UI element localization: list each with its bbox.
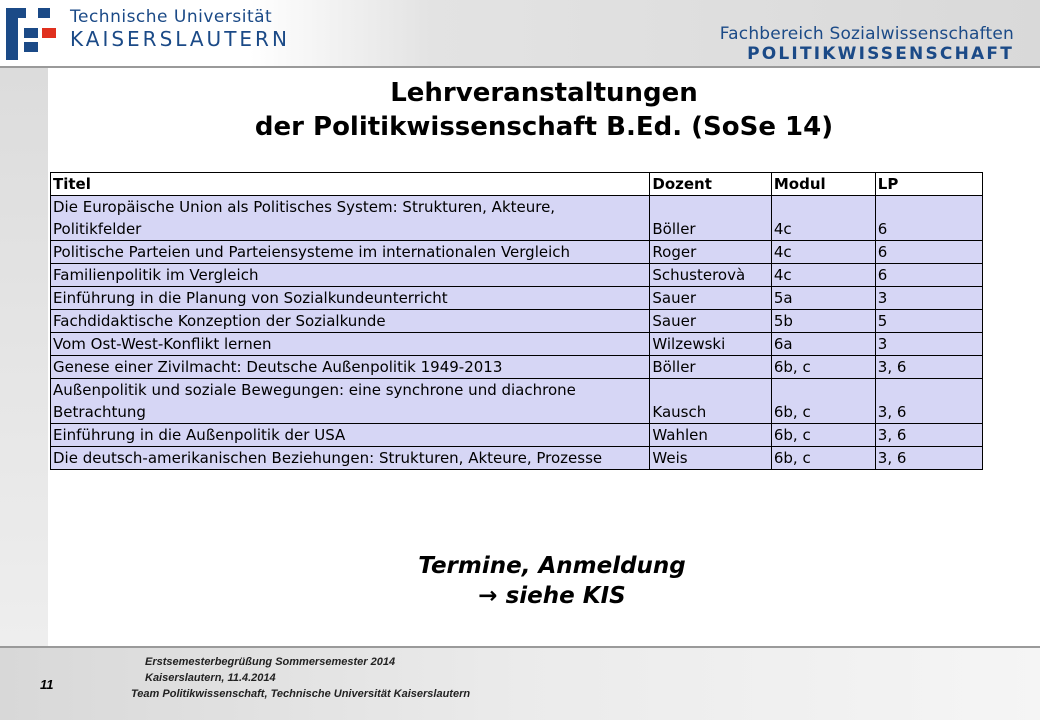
table-row (51, 196, 983, 241)
cell-modul: 6b, c (771, 424, 875, 447)
footer-date: Kaiserslautern, 11.4.2014 (145, 672, 276, 684)
header-lp: LP (875, 173, 982, 196)
department-name (720, 24, 1014, 64)
cell-titel: Außenpolitik und soziale Bewegungen: eine synchrone und diachrone Betrachtung (51, 379, 650, 424)
cell-titel: Einführung in die Planung von Sozialkundeunterricht (51, 287, 650, 310)
cell-titel: Einführung in die Außenpolitik der USA (51, 424, 650, 447)
header-modul: Modul (771, 173, 875, 196)
termine-note (48, 551, 1040, 611)
footer-team: Team Politikwissenschaft, Technische Universität Kaiserslautern (131, 688, 471, 700)
cell-lp: 3, 6 (875, 379, 982, 424)
footer-divider (0, 646, 1040, 648)
table-row (51, 264, 983, 287)
cell-lp: 6 (875, 264, 982, 287)
cell-dozent: Wahlen (650, 424, 771, 447)
cell-modul: 5a (771, 287, 875, 310)
table-row (51, 310, 983, 333)
table-row (51, 424, 983, 447)
cell-lp: 3, 6 (875, 356, 982, 379)
cell-dozent: Weis (650, 447, 771, 470)
arrow-right-icon: → (478, 583, 498, 609)
cell-dozent: Böller (650, 356, 771, 379)
page-title (48, 76, 1040, 144)
university-line2: KAISERSLAUTERN (70, 27, 290, 51)
cell-titel: Politische Parteien und Parteiensysteme im internationalen Vergleich (51, 241, 650, 264)
header-divider (0, 66, 1040, 68)
table-row (51, 241, 983, 264)
university-line1: Technische Universität (70, 7, 273, 27)
table-row (51, 333, 983, 356)
cell-lp: 5 (875, 310, 982, 333)
cell-modul: 6b, c (771, 379, 875, 424)
cell-dozent: Sauer (650, 287, 771, 310)
table-row (51, 447, 983, 470)
title-line1: Lehrveranstaltungen (390, 78, 698, 108)
cell-lp: 6 (875, 241, 982, 264)
cell-dozent: Kausch (650, 379, 771, 424)
termine-kis-text: siehe KIS (505, 583, 626, 609)
cell-modul: 5b (771, 310, 875, 333)
cell-dozent: Sauer (650, 310, 771, 333)
table-row (51, 356, 983, 379)
cell-lp: 6 (875, 196, 982, 241)
university-name (70, 7, 290, 51)
cell-modul: 6b, c (771, 447, 875, 470)
page-number: 11 (40, 677, 54, 692)
title-line2: der Politikwissenschaft B.Ed. (SoSe 14) (254, 112, 834, 142)
table-row (51, 287, 983, 310)
cell-titel: Familienpolitik im Vergleich (51, 264, 650, 287)
termine-heading: Termine, Anmeldung (418, 553, 686, 579)
cell-lp: 3, 6 (875, 447, 982, 470)
cell-dozent: Wilzewski (650, 333, 771, 356)
department-line1: Fachbereich Sozialwissenschaften (719, 24, 1014, 44)
cell-titel: Vom Ost-West-Konflikt lernen (51, 333, 650, 356)
cell-lp: 3, 6 (875, 424, 982, 447)
cell-dozent: Schusterovà (650, 264, 771, 287)
cell-titel: Fachdidaktische Konzeption der Sozialkunde (51, 310, 650, 333)
department-line2: POLITIKWISSENSCHAFT (747, 44, 1014, 64)
cell-titel: Genese einer Zivilmacht: Deutsche Außenpolitik 1949-2013 (51, 356, 650, 379)
tu-logo-icon (4, 4, 62, 62)
header-dozent: Dozent (650, 173, 771, 196)
table-row (51, 379, 983, 424)
cell-dozent: Böller (650, 196, 771, 241)
cell-modul: 6b, c (771, 356, 875, 379)
termine-link-line (48, 581, 1040, 611)
cell-titel: Die Europäische Union als Politisches System: Strukturen, Akteure, Politikfelder (51, 196, 650, 241)
footer-event: Erstsemesterbegrüßung Sommersemester 2014 (145, 656, 396, 668)
course-table (50, 172, 983, 470)
left-decor-bar (0, 68, 48, 648)
cell-dozent: Roger (650, 241, 771, 264)
cell-titel: Die deutsch-amerikanischen Beziehungen: Strukturen, Akteure, Prozesse (51, 447, 650, 470)
cell-modul: 4c (771, 241, 875, 264)
cell-modul: 4c (771, 196, 875, 241)
cell-lp: 3 (875, 287, 982, 310)
cell-modul: 6a (771, 333, 875, 356)
cell-lp: 3 (875, 333, 982, 356)
table-header-row (51, 173, 983, 196)
cell-modul: 4c (771, 264, 875, 287)
header-titel: Titel (51, 173, 650, 196)
